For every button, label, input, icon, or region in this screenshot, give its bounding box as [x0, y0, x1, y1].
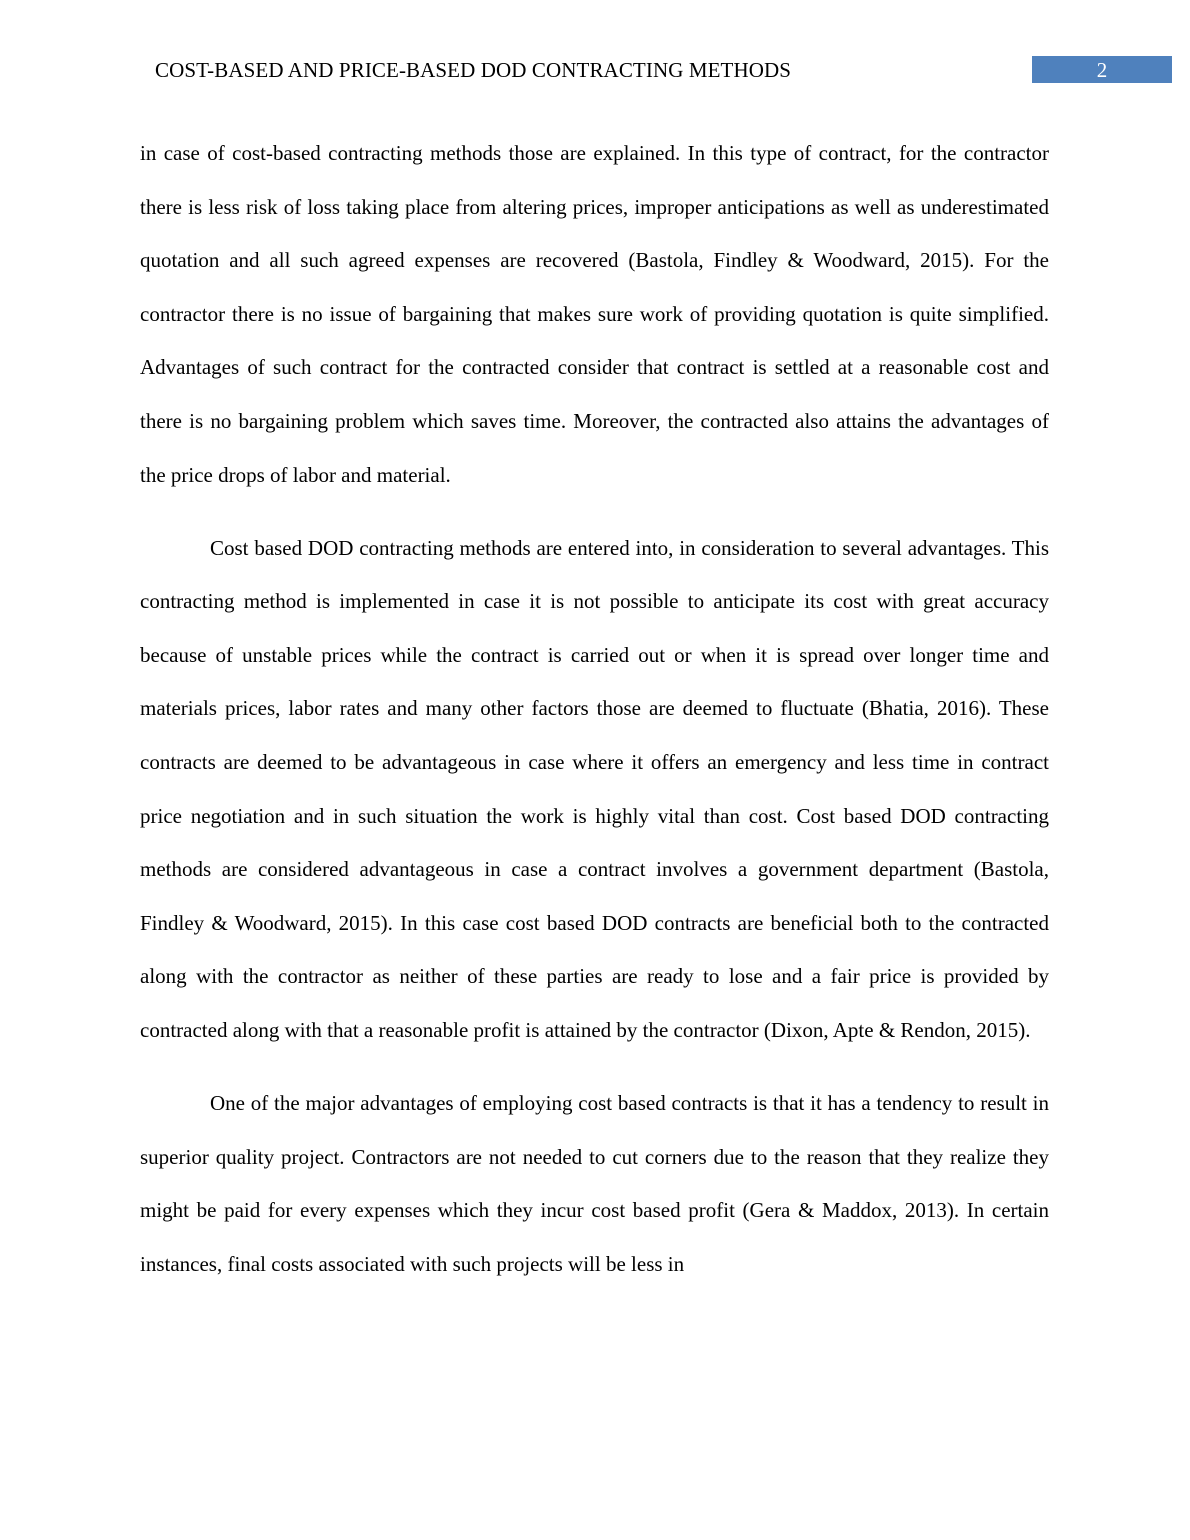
paragraph-continuation: in case of cost-based contracting methods those are explained. In this type of contract, for the contractor there is less risk of loss taking place from altering prices, improper anticipations as well as underestimated quotation and all such agreed expenses are recovered (Bastola, Findley & Woodward, 2015). For the contractor there is no issue of bargaining that makes sure work of providing quotation is quite simplified. Advantages of such contract for the contracted consider that contract is settled at a reasonable cost and there is no bargaining problem which saves time. Moreover, the contracted also attains the advantages of the price drops of labor and material. — [140, 141, 1049, 487]
running-head-title: COST-BASED AND PRICE-BASED DOD CONTRACTING METHODS — [155, 58, 792, 82]
paragraph-quality-advantages: One of the major advantages of employing cost based contracts is that it has a tendency to result in superior quality project. Contractors are not needed to cut corners due to the reason that they realize they might be paid for every expenses which they incur cost based profit (Gera & Maddox, 2013). In certain instances, final costs associated with such projects will be less in — [140, 1091, 1049, 1276]
page-number: 2 — [1032, 56, 1172, 83]
paragraph-cost-based-advantages: Cost based DOD contracting methods are entered into, in consideration to several advantages. This contracting method is implemented in case it is not possible to anticipate its cost with great accuracy because of unstable prices while the contract is carried out or when it is spread over longer time and materials prices, labor rates and many other factors those are deemed to fluctuate (Bhatia, 2016). These contracts are deemed to be advantageous in case where it offers an emergency and less time in contract price negotiation and in such situation the work is highly vital than cost. Cost based DOD contracting methods are considered advantageous in case a contract involves a government department (Bastola, Findley & Woodward, 2015). In this case cost based DOD contracts are beneficial both to the contracted along with the contractor as neither of these parties are ready to lose and a fair price is provided by contracted along with that a reasonable profit is attained by the contractor (Dixon, Apte & Rendon, 2015). — [140, 535, 1049, 1042]
page-header — [0, 56, 1190, 84]
document-body — [140, 127, 1049, 1291]
